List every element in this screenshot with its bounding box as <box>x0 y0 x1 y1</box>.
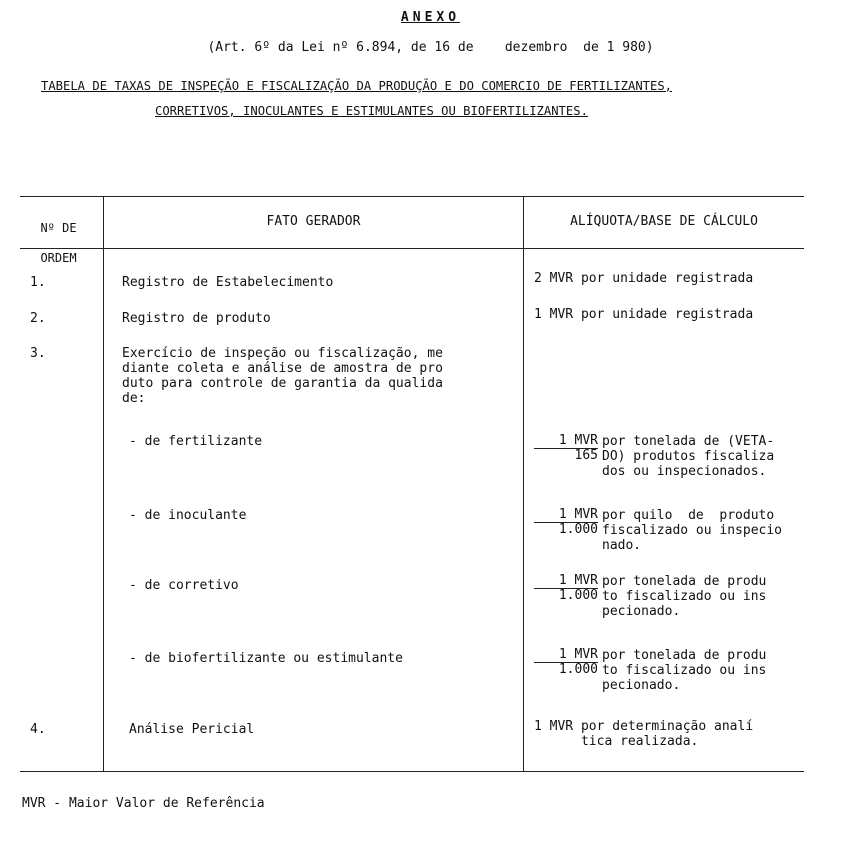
footnote: MVR - Maior Valor de Referência <box>22 796 265 811</box>
table-title-line1: TABELA DE TAXAS DE INSPEÇÃO E FISCALIZAÇÃO DA PRODUÇÃO E DO COMERCIO DE FERTILIZANTES, <box>41 79 673 93</box>
row-fact-sub: - de biofertilizante ou estimulante <box>129 651 403 666</box>
row-fact-sub: - de corretivo <box>129 578 239 593</box>
row-rate: 1 MVR por unidade registrada <box>534 307 754 322</box>
table-header-divider <box>20 248 804 249</box>
fraction-numerator: 1 MVR <box>534 648 598 663</box>
row-fact: Exercício de inspeção ou fiscalização, me diante coleta e análise de amostra de pro duto para controle de garantia da qualida de: <box>122 346 443 406</box>
row-rate: 2 MVR por unidade registrada <box>534 271 754 286</box>
fraction-denominator: 1.000 <box>558 662 598 677</box>
document-subtitle: (Art. 6º da Lei nº 6.894, de 16 de dezembro de 1 980) <box>207 40 654 55</box>
document-title: ANEXO <box>400 10 461 25</box>
fraction-denominator: 1.000 <box>558 588 598 603</box>
fraction-numerator: 1 MVR <box>534 574 598 589</box>
column-header-order-line1: Nº DE <box>40 221 77 235</box>
row-fact-sub: - de fertilizante <box>129 434 263 449</box>
column-header-order <box>26 206 77 266</box>
column-header-order-line2: ORDEM <box>40 251 77 265</box>
row-number: 3. <box>30 346 46 361</box>
row-rate: por tonelada de produ to fiscalizado ou ins pecionado. <box>602 648 767 693</box>
fraction-numerator: 1 MVR <box>534 508 598 523</box>
table-title-line2: CORRETIVOS, INOCULANTES E ESTIMULANTES OU BIOFERTILIZANTES. <box>155 104 588 118</box>
column-header-fact: FATO GERADOR <box>266 214 361 229</box>
row-number: 1. <box>30 275 46 290</box>
rate-fraction <box>534 434 598 463</box>
row-number: 4. <box>30 722 46 737</box>
table-top-border <box>20 196 804 197</box>
table-column-divider-2 <box>523 196 524 771</box>
row-rate: por quilo de produto fiscalizado ou inspecio nado. <box>602 508 783 553</box>
rate-fraction <box>534 648 598 677</box>
fraction-denominator: 1.000 <box>558 522 598 537</box>
row-fact: Registro de produto <box>122 311 271 326</box>
column-header-rate: ALÍQUOTA/BASE DE CÁLCULO <box>570 214 758 229</box>
row-rate: por tonelada de (VETA- DO) produtos fiscaliza dos ou inspecionados. <box>602 434 775 479</box>
row-rate: 1 MVR por determinação analí tica realizada. <box>534 719 754 749</box>
rate-fraction <box>534 574 598 603</box>
row-number: 2. <box>30 311 46 326</box>
fraction-denominator: 165 <box>574 448 598 463</box>
row-fact: Análise Pericial <box>129 722 255 737</box>
row-fact: Registro de Estabelecimento <box>122 275 334 290</box>
rate-fraction <box>534 508 598 537</box>
table-bottom-border <box>20 771 804 772</box>
row-rate: por tonelada de produ to fiscalizado ou ins pecionado. <box>602 574 767 619</box>
row-fact-sub: - de inoculante <box>129 508 247 523</box>
fraction-numerator: 1 MVR <box>534 434 598 449</box>
table-column-divider-1 <box>103 196 104 771</box>
